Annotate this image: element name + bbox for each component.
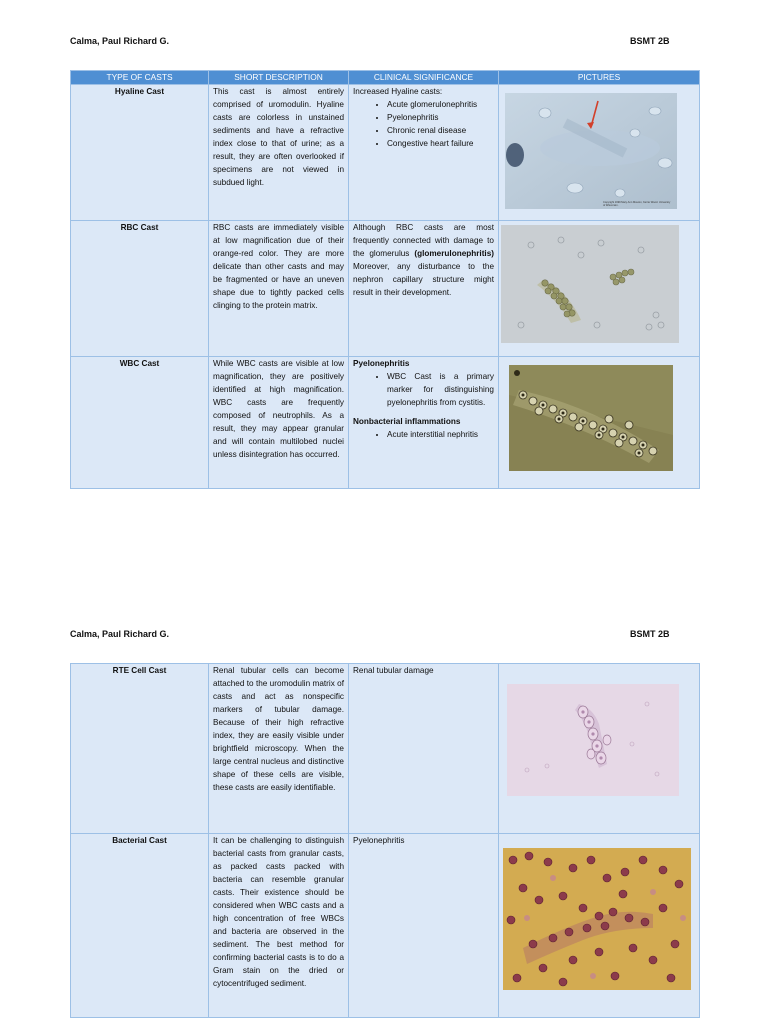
clinical-significance [349, 85, 499, 221]
rte-cast-micrograph [507, 684, 679, 796]
table-row [71, 664, 700, 834]
significance-text: Although RBC casts are most frequently connected with damage to the glomerulus [353, 223, 494, 258]
cast-type: Hyaline Cast [71, 85, 209, 221]
picture-cell [499, 664, 700, 834]
picture-cell [499, 834, 700, 1018]
cast-description: It can be challenging to distinguish bacterial casts from granular casts, as packed casts packed with bacteria can resemble granular casts. Their existence should be considered when WBC casts and a high concentration of free WBCs and bacteria are observed in the sediment. The best method for confirming bacterial casts is to do a Gram stain on the dried or cytocentrifuged sediment. [209, 834, 349, 1018]
list-item: • Congestive heart failure [387, 137, 494, 150]
cast-type: RTE Cell Cast [71, 664, 209, 834]
casts-table [70, 70, 700, 489]
significance-heading: Pyelonephritis [353, 359, 410, 368]
header-clinical-significance: CLINICAL SIGNIFICANCE [349, 71, 499, 85]
significance-text: Moreover, any disturbance to the nephron capillary structure might result in their development. [353, 262, 494, 297]
course-section: BSMT 2B [630, 36, 670, 46]
bacterial-cast-micrograph [503, 848, 691, 990]
clinical-significance [349, 221, 499, 357]
wbc-cast-micrograph [509, 365, 673, 471]
list-item: • Chronic renal disease [387, 124, 494, 137]
significance-list [353, 370, 494, 409]
header-pictures: PICTURES [499, 71, 700, 85]
table-row [71, 221, 700, 357]
significance-intro: Increased Hyaline casts: [353, 87, 443, 96]
significance-heading: Nonbacterial inflammations [353, 417, 461, 426]
document-page-2 [0, 512, 768, 1024]
picture-cell [499, 221, 700, 357]
clinical-significance [349, 357, 499, 489]
image-credit: Copyright 1999 Mary Ann Mouton, Kerrie Wood. University of Wisconsin. [603, 201, 671, 207]
table-header-row [71, 71, 700, 85]
picture-cell [499, 357, 700, 489]
student-name: Calma, Paul Richard G. [70, 629, 170, 639]
table-row [71, 357, 700, 489]
cast-type: WBC Cast [71, 357, 209, 489]
casts-table-continued [70, 663, 700, 1018]
significance-bold: (glomerulonephritis) [414, 249, 494, 258]
cast-description: This cast is almost entirely comprised of uromodulin. Hyaline casts are colorless in unstained sediments and have a refractive index close to that of urine; as a result, they are often overlooked if specimens are not viewed in subdued light. [209, 85, 349, 221]
picture-cell [499, 85, 700, 221]
significance-list [353, 428, 494, 441]
hyaline-cast-micrograph [505, 93, 677, 209]
significance-list [353, 98, 494, 150]
cast-type: RBC Cast [71, 221, 209, 357]
clinical-significance: Pyelonephritis [349, 834, 499, 1018]
cast-description: RBC casts are immediately visible at low magnification due of their orange-red color. They are more delicate than other casts and may be fragmented or have an uneven shape due to tightly packed cells clinging to the protein matrix. [209, 221, 349, 357]
list-item: • Pyelonephritis [387, 111, 494, 124]
header-type-of-casts: TYPE OF CASTS [71, 71, 209, 85]
course-section: BSMT 2B [630, 629, 670, 639]
list-item: • Acute glomerulonephritis [387, 98, 494, 111]
rbc-cast-micrograph [501, 225, 679, 343]
cast-description: Renal tubular cells can become attached to the uromodulin matrix of casts and act as nonspecific markers of tubular damage. Because of their high refractive index, they are easily visible under brightfield microscopy. When the large central nucleus and distinctive shape of these cells are visible, these casts are easily identifiable. [209, 664, 349, 834]
cast-description: While WBC casts are visible at low magnification, they are positively identified at high magnification. WBC casts are frequently composed of neutrophils. As a result, they may appear granular and will contain multilobed nuclei unless disintegration has occurred. [209, 357, 349, 489]
table-row [71, 85, 700, 221]
student-name: Calma, Paul Richard G. [70, 36, 170, 46]
cast-type: Bacterial Cast [71, 834, 209, 1018]
header-short-description: SHORT DESCRIPTION [209, 71, 349, 85]
list-item: • Acute interstitial nephritis [387, 428, 494, 441]
table-row [71, 834, 700, 1018]
clinical-significance: Renal tubular damage [349, 664, 499, 834]
list-item: • WBC Cast is a primary marker for distinguishing pyelonephritis from cystitis. [387, 370, 494, 409]
